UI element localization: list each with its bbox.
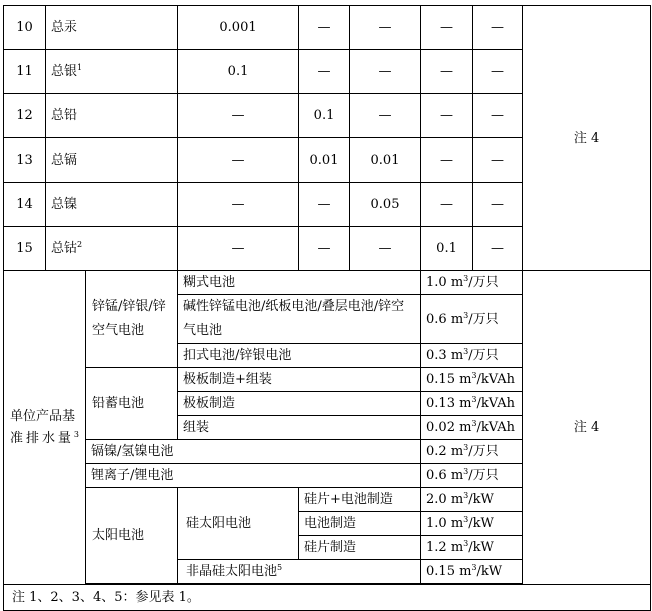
- lead-battery-group: 铅蓄电池: [86, 368, 178, 440]
- limit-value: —: [473, 94, 523, 138]
- pollutant-name: 总镉: [46, 138, 178, 182]
- discharge-value: 0.6 $m^3/$万只: [421, 295, 523, 344]
- product-name: 电池制造: [299, 512, 421, 536]
- limit-value: —: [473, 50, 523, 94]
- unit-discharge-label: 单位产品基准排水量$^3$: [4, 271, 86, 585]
- discharge-value: 0.13 $m^3$/kVAh: [421, 392, 523, 416]
- limit-value: —: [421, 138, 473, 182]
- limit-value: 0.1: [421, 226, 473, 270]
- product-name: 糊式电池: [178, 271, 421, 295]
- row-number: 10: [4, 6, 46, 50]
- limit-value: 0.05: [350, 182, 421, 226]
- limit-value: —: [350, 94, 421, 138]
- limit-value: 0.1: [299, 94, 350, 138]
- product-name: 镉镍/氢镍电池: [86, 440, 421, 464]
- limit-value: 0.01: [299, 138, 350, 182]
- product-name: 锂离子/锂电池: [86, 464, 421, 488]
- limit-value: —: [299, 226, 350, 270]
- limit-value: —: [421, 50, 473, 94]
- product-name: 组装: [178, 416, 421, 440]
- discharge-value: 0.3 $m^3/$万只: [421, 344, 523, 368]
- limit-value: —: [421, 6, 473, 50]
- limit-value: —: [350, 6, 421, 50]
- discharge-value: 0.02 $m^3$/kVAh: [421, 416, 523, 440]
- limit-value: —: [299, 50, 350, 94]
- pollutant-standards-table: [3, 5, 651, 611]
- limit-value: —: [473, 182, 523, 226]
- limit-value: —: [473, 6, 523, 50]
- note-ref-top: 注 4: [523, 6, 651, 271]
- discharge-value: 0.6 $m^3/$万只: [421, 464, 523, 488]
- product-name: 碱性锌锰电池/纸板电池/叠层电池/锌空气电池: [178, 295, 421, 344]
- discharge-value: 1.2 $m^3/kW$: [421, 536, 523, 560]
- pollutant-name: 总钴$^2$: [46, 226, 178, 270]
- pollutant-name: 总银$^1$: [46, 50, 178, 94]
- limit-value: 0.1: [178, 50, 299, 94]
- row-number: 13: [4, 138, 46, 182]
- product-name: 硅片+电池制造: [299, 488, 421, 512]
- pollutant-name: 总镍: [46, 182, 178, 226]
- limit-value: —: [178, 226, 299, 270]
- limit-value: —: [473, 226, 523, 270]
- discharge-value: 0.2 $m^3/$万只: [421, 440, 523, 464]
- pollutant-name: 总铅: [46, 94, 178, 138]
- row-number: 11: [4, 50, 46, 94]
- product-name: 极板制造: [178, 392, 421, 416]
- limit-value: —: [350, 226, 421, 270]
- limit-value: —: [421, 182, 473, 226]
- footnote: 注 1、2、3、4、5：参见表 1。: [4, 585, 651, 611]
- discharge-value: 1.0 $m^3/kW$: [421, 512, 523, 536]
- zinc-battery-group: 锌锰/锌银/锌空气电池: [86, 271, 178, 368]
- discharge-value: 0.15 $m^3/kW$: [421, 560, 523, 584]
- row-number: 12: [4, 94, 46, 138]
- limit-value: —: [178, 94, 299, 138]
- discharge-value: 0.15 $m^3$/kVAh: [421, 368, 523, 392]
- limit-value: —: [350, 50, 421, 94]
- limit-value: —: [178, 182, 299, 226]
- pollutant-name: 总汞: [46, 6, 178, 50]
- table-row: [4, 585, 651, 611]
- limit-value: —: [299, 6, 350, 50]
- limit-value: —: [178, 138, 299, 182]
- table-row: [4, 6, 651, 50]
- limit-value: 0.001: [178, 6, 299, 50]
- row-number: 14: [4, 182, 46, 226]
- product-name: 极板制造+组装: [178, 368, 421, 392]
- limit-value: —: [473, 138, 523, 182]
- product-name: 非晶硅太阳电池$^5$: [178, 560, 421, 584]
- limit-value: 0.01: [350, 138, 421, 182]
- row-number: 15: [4, 226, 46, 270]
- limit-value: —: [421, 94, 473, 138]
- product-name: 硅片制造: [299, 536, 421, 560]
- discharge-value: 1.0 $m^3/$万只: [421, 271, 523, 295]
- silicon-solar-group: 硅太阳电池: [178, 488, 299, 560]
- discharge-value: 2.0 $m^3/kW$: [421, 488, 523, 512]
- product-name: 扣式电池/锌银电池: [178, 344, 421, 368]
- limit-value: —: [299, 182, 350, 226]
- solar-battery-group: 太阳电池: [86, 488, 178, 584]
- note-ref-bottom: 注 4: [523, 271, 651, 585]
- table-row: [4, 271, 651, 295]
